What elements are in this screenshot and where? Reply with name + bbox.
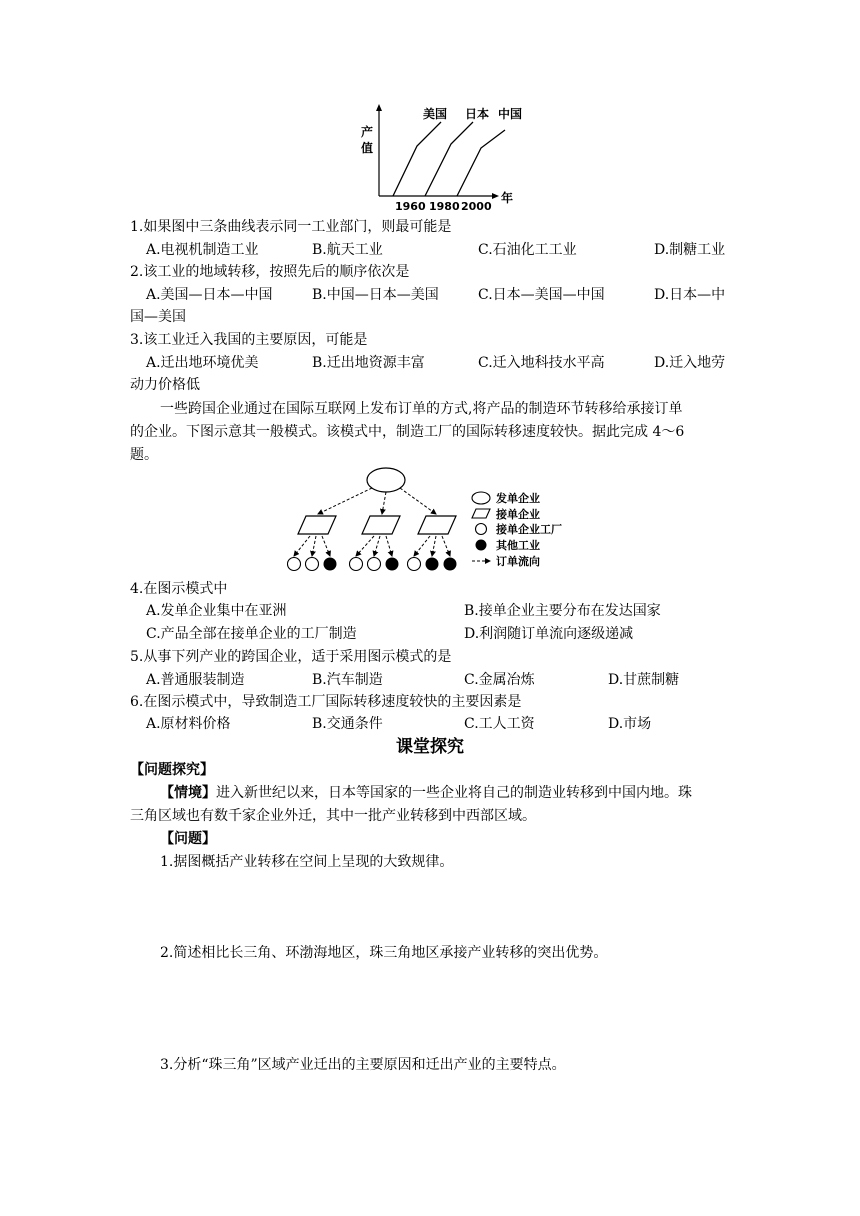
output-line-chart <box>355 100 525 212</box>
flow-arrow <box>312 536 316 556</box>
inquiry-question-1: 1.据图概括产业转移在空间上呈现的大致规律。 <box>160 854 454 870</box>
other-industry-node <box>324 558 337 571</box>
flow-arrow <box>432 536 436 556</box>
legend-contractor-factory: 接单企业工厂 <box>496 523 562 536</box>
q3-option-d-wrap: 动力价格低 <box>130 377 200 393</box>
flow-arrow <box>382 492 386 514</box>
q1-option-d[interactable]: D.制糖工业 <box>654 242 726 258</box>
curve-usa <box>393 122 441 196</box>
contractor-factory-node <box>306 558 319 571</box>
q6-option-a[interactable]: A.原材料价格 <box>146 716 231 732</box>
question-4-stem: 4.在图示模式中 <box>130 581 228 597</box>
issuing-enterprise-node <box>367 468 405 492</box>
contractor-node <box>298 516 336 534</box>
contractor-node <box>362 516 400 534</box>
legend-other-industry: 其他工业 <box>496 539 540 552</box>
passage-line-3: 题。 <box>130 447 158 463</box>
question-5-stem: 5.从事下列产业的跨国企业，适于采用图示模式的是 <box>130 649 452 665</box>
flow-arrow <box>442 536 450 556</box>
legend-order-flow: 订单流向 <box>496 555 540 568</box>
flow-arrow <box>386 536 392 556</box>
question-2-stem: 2.该工业的地域转移，按照先后的顺序依次是 <box>130 264 410 280</box>
q2-option-d[interactable]: D.日本—中 <box>654 287 726 303</box>
q3-option-a[interactable]: A.迁出地环境优美 <box>146 355 259 371</box>
question-1-stem: 1.如果图中三条曲线表示同一工业部门，则最可能是 <box>130 219 452 235</box>
q1-option-c[interactable]: C.石油化工工业 <box>478 242 577 258</box>
contractor-factory-node <box>368 558 381 571</box>
q5-option-d[interactable]: D.甘蔗制糖 <box>608 672 680 688</box>
context-line-1 <box>160 783 692 803</box>
legend-filled-circle-icon <box>476 540 487 551</box>
y-axis-label-top: 产 <box>361 125 374 139</box>
question-6-stem: 6.在图示模式中，导致制造工厂国际转移速度较快的主要因素是 <box>130 694 522 710</box>
q2-option-d-wrap: 国—美国 <box>130 309 186 325</box>
flow-arrow <box>414 536 430 556</box>
q6-option-b[interactable]: B.交通条件 <box>312 716 383 732</box>
contractor-node <box>418 516 456 534</box>
flow-arrow <box>322 536 330 556</box>
order-flow-diagram <box>280 466 580 576</box>
contractor-factory-node <box>350 558 363 571</box>
series-label-china: 中国 <box>498 107 523 121</box>
section-title: 课堂探究 <box>396 737 464 757</box>
y-axis-label-bottom: 值 <box>361 141 374 155</box>
q6-option-d[interactable]: D.市场 <box>608 716 652 732</box>
q2-option-c[interactable]: C.日本—美国—中国 <box>478 287 605 303</box>
x-tick-1980: 1980 <box>429 200 460 212</box>
x-tick-2000: 2000 <box>461 200 492 212</box>
other-industry-node <box>426 558 439 571</box>
q3-option-b[interactable]: B.迁出地资源丰富 <box>312 355 425 371</box>
curve-japan <box>425 122 473 196</box>
q4-option-c[interactable]: C.产品全部在接单企业的工厂制造 <box>146 626 357 642</box>
q2-option-a[interactable]: A.美国—日本—中国 <box>146 287 273 303</box>
inquiry-question-2: 2.简述相比长三角、环渤海地区，珠三角地区承接产业转移的突出优势。 <box>160 945 608 961</box>
legend-open-circle-icon <box>476 524 487 535</box>
q4-option-a[interactable]: A.发单企业集中在亚洲 <box>146 603 287 619</box>
x-tick-1960: 1960 <box>395 200 426 212</box>
flow-arrow <box>400 488 436 514</box>
context-line-2: 三角区域也有数千家企业外迁，其中一批产业转移到中西部区域。 <box>130 808 536 824</box>
passage-line-1: 一些跨国企业通过在国际互联网上发布订单的方式,将产品的制造环节转移给承接订单 <box>160 401 683 417</box>
legend-issuing-enterprise: 发单企业 <box>496 492 540 505</box>
contractor-factory-node <box>288 558 301 571</box>
q3-option-c[interactable]: C.迁入地科技水平高 <box>478 355 605 371</box>
inquiry-question-3: 3.分析“珠三角”区域产业迁出的主要原因和迁出产业的主要特点。 <box>160 1057 566 1073</box>
section-subtitle: 【问题探究】 <box>130 762 214 778</box>
question-label: 【问题】 <box>160 831 216 847</box>
q3-option-d[interactable]: D.迁入地劳 <box>654 355 726 371</box>
other-industry-node <box>444 558 457 571</box>
contractor-factory-node <box>408 558 421 571</box>
passage-line-2: 的企业。下图示意其一般模式。该模式中，制造工厂的国际转移速度较快。据此完成 4～6 <box>130 424 685 440</box>
context-text-1: 进入新世纪以来，日本等国家的一些企业将自己的制造业转移到中国内地。珠 <box>216 785 692 801</box>
context-label: 【情境】 <box>160 785 216 801</box>
flow-arrow <box>318 488 372 514</box>
series-label-japan: 日本 <box>465 107 490 121</box>
q5-option-c[interactable]: C.金属冶炼 <box>464 672 535 688</box>
y-axis-arrow <box>376 104 382 111</box>
flow-arrow <box>374 536 380 556</box>
q4-option-d[interactable]: D.利润随订单流向逐级递减 <box>464 626 634 642</box>
other-industry-node <box>386 558 399 571</box>
q4-option-b[interactable]: B.接单企业主要分布在发达国家 <box>464 603 661 619</box>
x-axis-label: 年 <box>501 191 514 205</box>
question-3-stem: 3.该工业迁入我国的主要原因，可能是 <box>130 332 368 348</box>
q5-option-a[interactable]: A.普通服装制造 <box>146 672 245 688</box>
x-axis-arrow <box>492 193 499 199</box>
q1-option-b[interactable]: B.航天工业 <box>312 242 383 258</box>
curve-china <box>457 130 505 196</box>
flow-arrow <box>356 536 374 556</box>
legend-ellipse-icon <box>472 492 490 504</box>
q5-option-b[interactable]: B.汽车制造 <box>312 672 383 688</box>
series-label-usa: 美国 <box>423 107 448 121</box>
q6-option-c[interactable]: C.工人工资 <box>464 716 535 732</box>
q1-option-a[interactable]: A.电视机制造工业 <box>146 242 259 258</box>
q2-option-b[interactable]: B.中国—日本—美国 <box>312 287 439 303</box>
legend-contractor: 接单企业 <box>496 508 540 521</box>
flow-arrow <box>294 536 310 556</box>
legend-parallelogram-icon <box>472 509 490 518</box>
